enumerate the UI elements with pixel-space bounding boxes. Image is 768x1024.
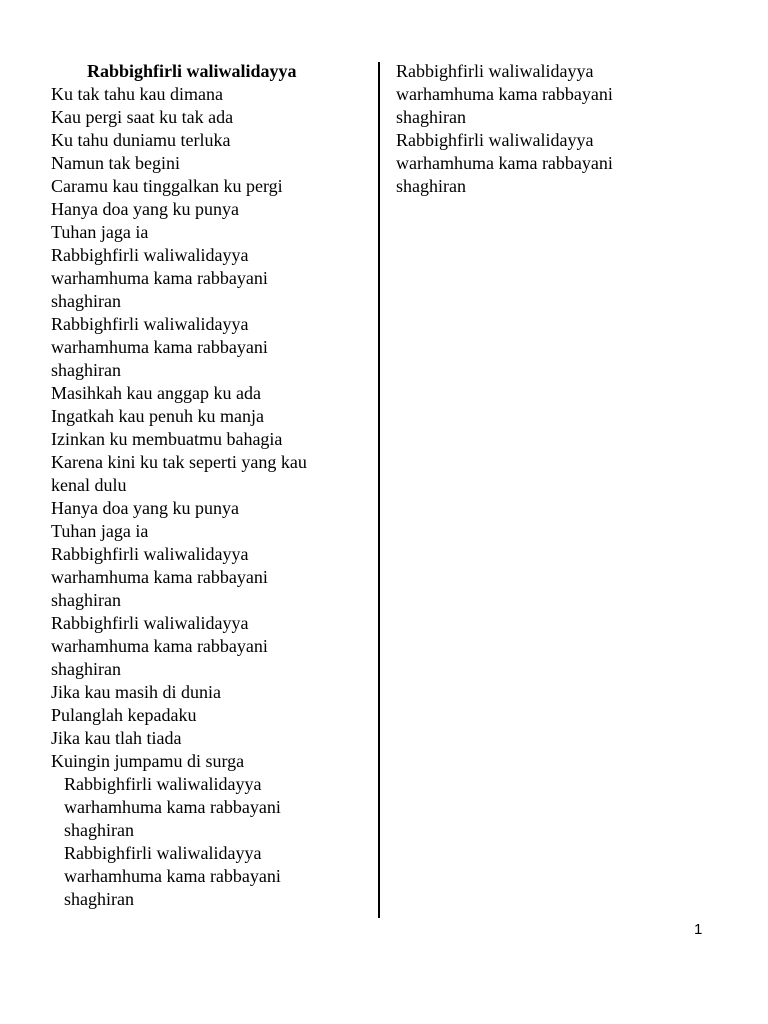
lyric-line: warhamhuma kama rabbayani <box>396 84 613 104</box>
lyric-line-indented: warhamhuma kama rabbayani <box>64 797 281 817</box>
lyric-line-indented: shaghiran <box>64 889 134 909</box>
lyric-line: Rabbighfirli waliwalidayya <box>51 613 249 633</box>
lyric-line-indented: shaghiran <box>64 820 134 840</box>
lyric-line: shaghiran <box>51 360 121 380</box>
lyric-line: shaghiran <box>396 107 466 127</box>
lyric-line: warhamhuma kama rabbayani <box>51 268 268 288</box>
lyric-line: Jika kau masih di dunia <box>51 682 221 702</box>
lyric-line: Namun tak begini <box>51 153 180 173</box>
page-number: 1 <box>694 921 703 938</box>
lyric-line: Jika kau tlah tiada <box>51 728 182 748</box>
lyric-line-indented: Rabbighfirli waliwalidayya <box>64 843 262 863</box>
lyric-line: shaghiran <box>396 176 466 196</box>
song-title: Rabbighfirli waliwalidayya <box>87 61 297 81</box>
lyric-line: Ku tak tahu kau dimana <box>51 84 223 104</box>
lyric-line: Karena kini ku tak seperti yang kau <box>51 452 307 472</box>
lyric-line: Tuhan jaga ia <box>51 521 149 541</box>
lyric-line: Pulanglah kepadaku <box>51 705 197 725</box>
lyric-line: shaghiran <box>51 590 121 610</box>
lyric-line: Rabbighfirli waliwalidayya <box>51 314 249 334</box>
lyric-line: warhamhuma kama rabbayani <box>396 153 613 173</box>
lyric-line: Rabbighfirli waliwalidayya <box>396 130 594 150</box>
lyric-line: warhamhuma kama rabbayani <box>51 636 268 656</box>
lyric-line: shaghiran <box>51 291 121 311</box>
left-column <box>51 60 371 911</box>
lyric-line: Hanya doa yang ku punya <box>51 199 239 219</box>
lyric-line-indented: Rabbighfirli waliwalidayya <box>64 774 262 794</box>
lyric-line: Tuhan jaga ia <box>51 222 149 242</box>
right-column <box>396 60 726 198</box>
lyric-line: warhamhuma kama rabbayani <box>51 567 268 587</box>
lyric-line: Masihkah kau anggap ku ada <box>51 383 261 403</box>
lyric-line: Rabbighfirli waliwalidayya <box>51 245 249 265</box>
lyric-line: Rabbighfirli waliwalidayya <box>396 61 594 81</box>
lyric-line: Caramu kau tinggalkan ku pergi <box>51 176 283 196</box>
lyric-line: Kau pergi saat ku tak ada <box>51 107 234 127</box>
column-divider <box>378 62 380 918</box>
lyric-line: Izinkan ku membuatmu bahagia <box>51 429 283 449</box>
lyric-line: Kuingin jumpamu di surga <box>51 751 245 771</box>
lyric-line: Hanya doa yang ku punya <box>51 498 239 518</box>
lyric-line: kenal dulu <box>51 475 127 495</box>
lyric-line-indented: warhamhuma kama rabbayani <box>64 866 281 886</box>
lyric-line: Rabbighfirli waliwalidayya <box>51 544 249 564</box>
lyric-line: shaghiran <box>51 659 121 679</box>
lyric-line: Ku tahu duniamu terluka <box>51 130 231 150</box>
lyric-line: Ingatkah kau penuh ku manja <box>51 406 264 426</box>
lyric-line: warhamhuma kama rabbayani <box>51 337 268 357</box>
